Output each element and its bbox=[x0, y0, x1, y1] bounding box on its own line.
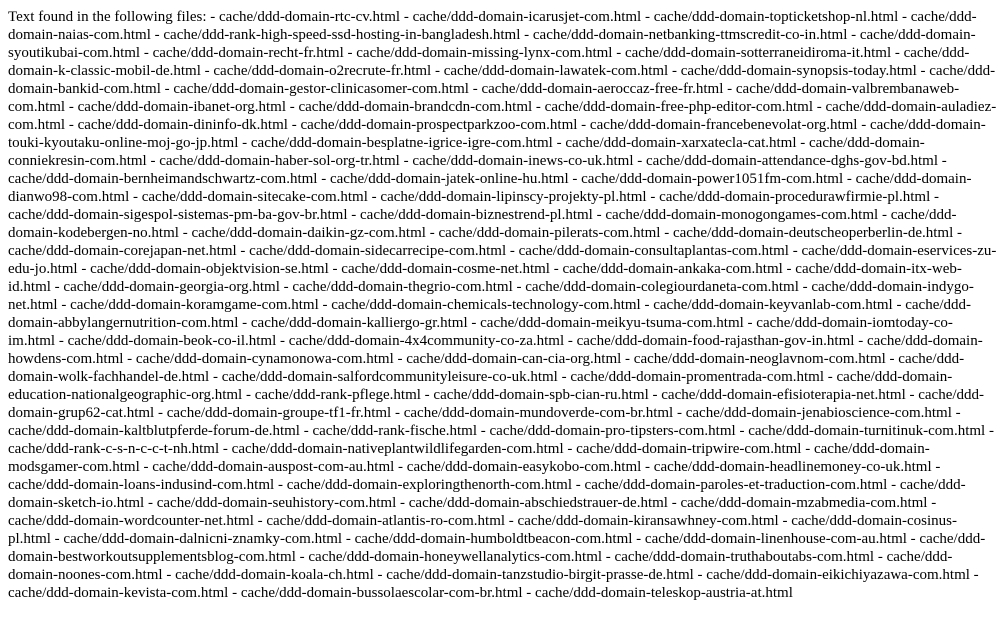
separator: - bbox=[477, 423, 490, 439]
separator: - bbox=[287, 117, 301, 133]
file-entry: cache/ddd-domain-cynamonowa-com.html bbox=[135, 351, 394, 367]
separator: - bbox=[673, 405, 686, 421]
file-entry: cache/ddd-domain-consultaplantas-com.html bbox=[518, 243, 789, 259]
file-entry: cache/ddd-domain-attendance-dghs-gov-bd.html bbox=[646, 153, 938, 169]
separator: - bbox=[295, 549, 309, 565]
separator: - bbox=[778, 513, 792, 529]
separator: - bbox=[400, 9, 413, 25]
file-entry: cache/ddd-domain-kodebergen-no.html bbox=[8, 207, 957, 241]
separator: - bbox=[905, 387, 919, 403]
file-entry: cache/ddd-domain-sitecake-com.html bbox=[141, 189, 368, 205]
file-entry: cache/ddd-domain-icarusjet-com.html bbox=[412, 9, 642, 25]
file-entry: cache/ddd-domain-haber-sol-org-tr.html bbox=[159, 153, 400, 169]
file-entry: cache/ddd-domain-jatek-online-hu.html bbox=[329, 171, 569, 187]
separator: - bbox=[891, 45, 904, 61]
file-entry: cache/ddd-domain-abbylangernutrition-com.html bbox=[8, 297, 972, 331]
file-entry: cache/ddd-domain-free-php-editor-com.html bbox=[544, 99, 813, 115]
separator: - bbox=[139, 459, 153, 475]
file-entry: cache/ddd-domain-deutscheoperberlin-de.html bbox=[672, 225, 954, 241]
file-entry: cache/ddd-domain-koala-ch.html bbox=[175, 567, 374, 583]
file-entry: cache/ddd-rank-fische.html bbox=[312, 423, 477, 439]
file-entry: cache/ddd-domain-mzabmedia-com.html bbox=[680, 495, 928, 511]
separator: - bbox=[140, 45, 153, 61]
file-entry: cache/ddd-domain-xarxatecla-cat.html bbox=[565, 135, 797, 151]
file-entry: cache/ddd-domain-wolk-fachhandel-de.html bbox=[8, 351, 965, 385]
separator: - bbox=[885, 351, 899, 367]
separator: - bbox=[640, 297, 654, 313]
file-entry: cache/ddd-domain-abschiedstrauer-de.html bbox=[408, 495, 668, 511]
separator: - bbox=[632, 531, 645, 547]
file-entry: cache/ddd-domain-monogongames-com.html bbox=[605, 207, 879, 223]
file-entry: cache/ddd-domain-4x4community-co-za.html bbox=[288, 333, 565, 349]
separator: - bbox=[646, 189, 660, 205]
file-entry: cache/ddd-domain-salfordcommunityleisure-co-uk.html bbox=[221, 369, 558, 385]
separator: - bbox=[129, 189, 142, 205]
separator: - bbox=[735, 423, 749, 439]
file-entry: cache/ddd-domain-naias-com.html bbox=[8, 9, 977, 43]
file-entry: cache/ddd-domain-food-rajasthan-gov-in.html bbox=[576, 333, 855, 349]
separator: - bbox=[568, 171, 582, 187]
file-entry: cache/ddd-domain-neoglavnom-com.html bbox=[633, 351, 886, 367]
file-entry: cache/ddd-domain-chemicals-technology-com.html bbox=[331, 297, 641, 313]
file-entry: cache/ddd-domain-bussolaescolar-com-br.html bbox=[240, 585, 523, 601]
separator: - bbox=[796, 135, 809, 151]
file-entry: cache/ddd-domain-jenabioscience-com.html bbox=[685, 405, 952, 421]
file-entry: cache/ddd-domain-sigespol-sistemas-pm-ba-gov-br.html bbox=[8, 207, 348, 223]
separator: - bbox=[520, 27, 533, 43]
file-entry: cache/ddd-domain-gestor-clinicasomer-com.html bbox=[173, 81, 469, 97]
separator: - bbox=[65, 99, 78, 115]
file-entry: cache/ddd-domain-atlantis-ro-com.html bbox=[266, 513, 506, 529]
separator: - bbox=[467, 315, 481, 331]
file-entry: cache/ddd-domain-auspost-com-au.html bbox=[152, 459, 395, 475]
file-entry: cache/ddd-domain-wordcounter-net.html bbox=[8, 513, 254, 529]
separator: - bbox=[347, 207, 360, 223]
separator: - bbox=[969, 567, 979, 583]
file-entry: cache/ddd-domain-easykobo-com.html bbox=[406, 459, 642, 475]
separator: - bbox=[276, 333, 289, 349]
separator: - bbox=[577, 117, 590, 133]
separator: - bbox=[209, 369, 222, 385]
file-entry: cache/ddd-domain-lawatek-com.html bbox=[443, 63, 669, 79]
separator: - bbox=[342, 531, 355, 547]
separator: - bbox=[394, 459, 407, 475]
file-entry: cache/ddd-domain-auladiez-com.html bbox=[8, 99, 997, 133]
separator: - bbox=[660, 225, 673, 241]
separator: - bbox=[930, 189, 939, 205]
separator: - bbox=[65, 117, 78, 133]
separator: - bbox=[150, 27, 164, 43]
separator: - bbox=[468, 81, 482, 97]
separator: - bbox=[857, 117, 870, 133]
separator: - bbox=[162, 567, 176, 583]
file-entry: cache/ddd-domain-pilerats-com.html bbox=[438, 225, 661, 241]
separator: - bbox=[667, 495, 681, 511]
separator: - bbox=[874, 549, 887, 565]
file-list bbox=[8, 9, 996, 601]
file-entry: cache/ddd-domain-sidecarrecipe-com.html bbox=[249, 243, 507, 259]
file-entry: cache/ddd-domain-conniekresin-com.html bbox=[8, 135, 925, 169]
separator: - bbox=[522, 585, 536, 601]
file-entry: cache/ddd-domain-humboldtbeacon-com.html bbox=[354, 531, 633, 547]
separator: - bbox=[274, 477, 287, 493]
file-entry: cache/ddd-domain-syoutikubai-com.html bbox=[8, 27, 976, 61]
file-entry: cache/ddd-domain-truthaboutabs-com.html bbox=[614, 549, 875, 565]
separator: - bbox=[693, 567, 707, 583]
separator: - bbox=[788, 243, 802, 259]
file-entry: cache/ddd-domain-paroles-et-traduction-com.html bbox=[584, 477, 888, 493]
separator: - bbox=[824, 369, 837, 385]
file-entry: cache/ddd-domain-biznestrend-pl.html bbox=[360, 207, 593, 223]
separator: - bbox=[144, 495, 157, 511]
file-entry: cache/ddd-domain-howdens-com.html bbox=[8, 333, 983, 367]
file-entry: cache/ddd-domain-o2recrute-fr.html bbox=[213, 63, 432, 79]
separator: - bbox=[146, 153, 160, 169]
file-entry: cache/ddd-domain-ibanet-org.html bbox=[77, 99, 286, 115]
separator: - bbox=[951, 405, 961, 421]
separator: - bbox=[572, 477, 585, 493]
separator: - bbox=[317, 171, 330, 187]
separator: - bbox=[898, 9, 911, 25]
separator: - bbox=[564, 333, 577, 349]
separator: - bbox=[801, 441, 814, 457]
separator: - bbox=[431, 63, 444, 79]
file-entry: cache/ddd-domain-colegiourdaneta-com.html bbox=[525, 279, 799, 295]
file-entry: cache/ddd-domain-nativeplantwildlifegarden-com.html bbox=[231, 441, 564, 457]
separator: - bbox=[892, 297, 906, 313]
separator: - bbox=[399, 153, 413, 169]
separator: - bbox=[813, 99, 826, 115]
file-entry: cache/ddd-domain-keyvanlab-com.html bbox=[653, 297, 893, 313]
file-entry: cache/ddd-domain-groupe-tf1-fr.html bbox=[166, 405, 392, 421]
file-entry: cache/ddd-domain-cosinus-pl.html bbox=[8, 513, 957, 547]
file-entry: cache/ddd-domain-pro-tipsters-com.html bbox=[489, 423, 736, 439]
separator: - bbox=[393, 351, 407, 367]
file-entry: cache/ddd-domain-modsgamer-com.html bbox=[8, 441, 930, 475]
separator: - bbox=[847, 27, 860, 43]
separator: - bbox=[512, 279, 526, 295]
separator: - bbox=[391, 405, 404, 421]
separator: - bbox=[633, 153, 646, 169]
separator: - bbox=[743, 315, 757, 331]
file-entry: cache/ddd-domain-kiransawhney-com.html bbox=[517, 513, 779, 529]
separator: - bbox=[206, 9, 220, 25]
separator: - bbox=[238, 315, 251, 331]
file-entry: cache/ddd-domain-procedurawfirmie-pl.html bbox=[659, 189, 931, 205]
separator: - bbox=[668, 63, 681, 79]
file-entry: cache/ddd-domain-tripwire-com.html bbox=[576, 441, 802, 457]
separator: - bbox=[219, 441, 232, 457]
separator: - bbox=[878, 207, 891, 223]
file-entry: cache/ddd-domain-kevista-com.html bbox=[8, 585, 229, 601]
file-entry: cache/ddd-domain-valbrembanaweb-com.html bbox=[8, 81, 960, 115]
separator: - bbox=[782, 261, 796, 277]
file-entry: cache/ddd-domain-francebenevolat-org.html bbox=[589, 117, 858, 133]
separator: - bbox=[285, 99, 299, 115]
file-entry: cache/ddd-domain-tanzstudio-birgit-prasse-de.html bbox=[386, 567, 694, 583]
intro-text: Text found in the following files: bbox=[8, 9, 207, 25]
file-entry: cache/ddd-domain-noones-com.html bbox=[8, 549, 953, 583]
separator: - bbox=[178, 225, 192, 241]
separator: - bbox=[641, 459, 654, 475]
file-entry: cache/ddd-domain-meikyu-tsuma-com.html bbox=[480, 315, 744, 331]
file-entry: cache/ddd-domain-promentrada-com.html bbox=[570, 369, 824, 385]
file-entry: cache/ddd-domain-netbanking-ttmscredit-co-in.html bbox=[532, 27, 848, 43]
separator: - bbox=[242, 387, 255, 403]
separator: - bbox=[57, 297, 71, 313]
separator: - bbox=[50, 279, 64, 295]
file-entry: cache/ddd-domain-grup62-cat.html bbox=[8, 387, 985, 421]
separator: - bbox=[77, 261, 91, 277]
file-entry: cache/ddd-domain-exploringthenorth-com.html bbox=[286, 477, 573, 493]
file-entry: cache/ddd-domain-power1051fm-com.html bbox=[581, 171, 844, 187]
separator: - bbox=[937, 153, 947, 169]
separator: - bbox=[798, 279, 812, 295]
file-entry: cache/ddd-domain-aeroccaz-free-fr.html bbox=[481, 81, 724, 97]
file-entry: cache/ddd-domain-besplatne-igrice-igre-com.html bbox=[250, 135, 553, 151]
separator: - bbox=[557, 369, 571, 385]
file-entry: cache/ddd-domain-sotterraneidiroma-it.html bbox=[624, 45, 892, 61]
file-entry: cache/ddd-domain-sketch-io.html bbox=[8, 477, 966, 511]
separator: - bbox=[50, 531, 64, 547]
file-entry: cache/ddd-domain-dininfo-dk.html bbox=[77, 117, 288, 133]
file-entry: cache/ddd-domain-rtc-cv.html bbox=[219, 9, 401, 25]
separator: - bbox=[506, 243, 519, 259]
file-entry: cache/ddd-domain-k-classic-mobil-de.html bbox=[8, 45, 970, 79]
separator: - bbox=[648, 387, 662, 403]
file-entry: cache/ddd-rank-high-speed-ssd-hosting-in-bangladesh.html bbox=[163, 27, 521, 43]
separator: - bbox=[549, 261, 563, 277]
file-entry: cache/ddd-rank-c-s-n-c-c-t-nh.html bbox=[8, 441, 220, 457]
separator: - bbox=[420, 387, 434, 403]
file-entry: cache/ddd-domain-cosme-net.html bbox=[341, 261, 550, 277]
file-entry: cache/ddd-domain-turnitinuk-com.html bbox=[748, 423, 986, 439]
separator: - bbox=[238, 135, 251, 151]
separator: - bbox=[602, 549, 615, 565]
file-entry: cache/ddd-domain-bestworkoutsupplementsblog-com.html bbox=[8, 531, 986, 565]
file-entry: cache/ddd-domain-loans-indusind-com.html bbox=[8, 477, 275, 493]
file-entry: cache/ddd-domain-dianwo98-com.html bbox=[8, 171, 972, 205]
separator: - bbox=[906, 531, 920, 547]
separator: - bbox=[505, 513, 518, 529]
separator: - bbox=[343, 45, 357, 61]
separator: - bbox=[854, 333, 867, 349]
separator: - bbox=[887, 477, 900, 493]
separator: - bbox=[723, 81, 736, 97]
file-entry: cache/ddd-domain-honeywellanalytics-com.html bbox=[308, 549, 603, 565]
file-entry: cache/ddd-domain-mundoverde-com-br.html bbox=[403, 405, 674, 421]
file-entry: cache/ddd-domain-georgia-org.html bbox=[63, 279, 280, 295]
separator: - bbox=[985, 423, 994, 439]
separator: - bbox=[931, 459, 941, 475]
separator: - bbox=[396, 495, 409, 511]
separator: - bbox=[612, 45, 625, 61]
separator: - bbox=[299, 423, 313, 439]
separator: - bbox=[154, 405, 167, 421]
file-entry: cache/ddd-domain-touki-kyoutaku-online-moj-go-jp.html bbox=[8, 117, 986, 151]
separator: - bbox=[367, 189, 381, 205]
separator: - bbox=[160, 81, 174, 97]
file-entry: cache/ddd-domain-daikin-gz-com.html bbox=[191, 225, 426, 241]
file-entry: cache/ddd-domain-inews-co-uk.html bbox=[412, 153, 634, 169]
file-entry: cache/ddd-domain-itx-web-id.html bbox=[8, 261, 962, 295]
file-entry: cache/ddd-domain-brandcdn-com.html bbox=[298, 99, 533, 115]
file-entry: cache/ddd-domain-seuhistory-com.html bbox=[156, 495, 397, 511]
separator: - bbox=[953, 225, 963, 241]
separator: - bbox=[592, 207, 606, 223]
file-entry: cache/ddd-domain-bernheimandschwartz-com.html bbox=[8, 171, 318, 187]
file-entry: cache/ddd-domain-eservices-zu-edu-jo.html bbox=[8, 243, 997, 277]
separator: - bbox=[927, 495, 937, 511]
separator: - bbox=[373, 567, 387, 583]
file-entry: cache/ddd-domain-teleskop-austria-at.html bbox=[535, 585, 793, 601]
file-entry: cache/ddd-domain-headlinemoney-co-uk.html bbox=[653, 459, 932, 475]
separator: - bbox=[123, 351, 136, 367]
file-entry: cache/ddd-domain-efisioterapia-net.html bbox=[661, 387, 906, 403]
separator: - bbox=[328, 261, 342, 277]
file-entry: cache/ddd-domain-beok-co-il.html bbox=[67, 333, 277, 349]
file-entry: cache/ddd-rank-pflege.html bbox=[254, 387, 421, 403]
separator: - bbox=[641, 9, 654, 25]
separator: - bbox=[200, 63, 214, 79]
separator: - bbox=[253, 513, 267, 529]
file-entry: cache/ddd-domain-kalliergo-gr.html bbox=[250, 315, 468, 331]
file-entry: cache/ddd-domain-objektvision-se.html bbox=[90, 261, 329, 277]
file-entry: cache/ddd-domain-synopsis-today.html bbox=[680, 63, 917, 79]
file-entry: cache/ddd-domain-indygo-net.html bbox=[8, 279, 974, 313]
file-entry: cache/ddd-domain-ankaka-com.html bbox=[562, 261, 783, 277]
file-entry: cache/ddd-domain-iomtoday-co-im.html bbox=[8, 315, 953, 349]
separator: - bbox=[318, 297, 332, 313]
separator: - bbox=[916, 63, 930, 79]
separator: - bbox=[228, 585, 241, 601]
separator: - bbox=[552, 135, 566, 151]
separator: - bbox=[425, 225, 439, 241]
file-entry: cache/ddd-domain-recht-fr.html bbox=[152, 45, 344, 61]
file-entry: cache/ddd-domain-lipinscy-projekty-pl.html bbox=[380, 189, 647, 205]
file-entry: cache/ddd-domain-topticketshop-nl.html bbox=[653, 9, 899, 25]
file-entry: cache/ddd-domain-education-nationalgeographic-org.html bbox=[8, 369, 953, 403]
file-entry: cache/ddd-domain-dalnicni-znamky-com.html bbox=[63, 531, 343, 547]
file-entry: cache/ddd-domain-missing-lynx-com.html bbox=[356, 45, 613, 61]
file-entry: cache/ddd-domain-spb-cian-ru.html bbox=[433, 387, 649, 403]
separator: - bbox=[236, 243, 250, 259]
file-entry: cache/ddd-domain-kaltblutpferde-forum-de.html bbox=[8, 423, 300, 439]
file-entry: cache/ddd-domain-bankid-com.html bbox=[8, 63, 996, 97]
separator: - bbox=[55, 333, 68, 349]
file-entry: cache/ddd-domain-eikichiyazawa-com.html bbox=[706, 567, 970, 583]
separator: - bbox=[621, 351, 634, 367]
separator: - bbox=[532, 99, 545, 115]
file-entry: cache/ddd-domain-corejapan-net.html bbox=[8, 243, 237, 259]
file-entry: cache/ddd-domain-thegrio-com.html bbox=[292, 279, 513, 295]
file-entry: cache/ddd-domain-prospectparkzoo-com.html bbox=[300, 117, 578, 133]
file-entry: cache/ddd-domain-koramgame-com.html bbox=[70, 297, 319, 313]
file-entry: cache/ddd-domain-can-cia-org.html bbox=[406, 351, 622, 367]
separator: - bbox=[279, 279, 293, 295]
file-entry: cache/ddd-domain-linenhouse-com-au.html bbox=[644, 531, 907, 547]
separator: - bbox=[843, 171, 856, 187]
separator: - bbox=[563, 441, 577, 457]
